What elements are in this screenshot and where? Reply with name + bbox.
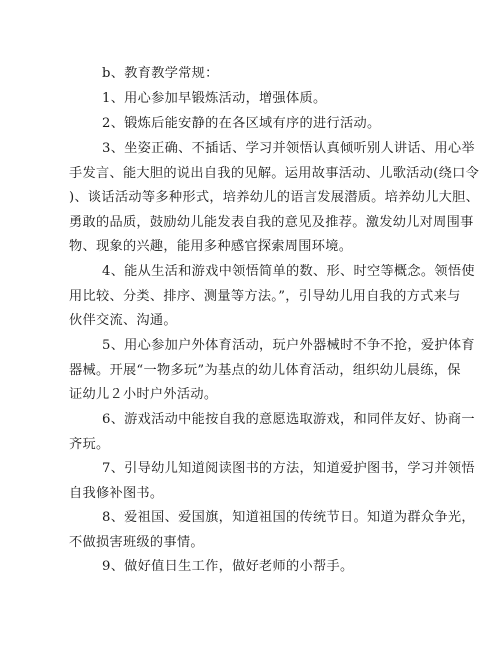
list-item-line: 1、用心参加早锻炼活动，增强体质。 — [102, 91, 327, 106]
list-item-line: 5、用心参加户外体育活动，玩户外器械时不争不抢，爱护体育 — [102, 338, 475, 353]
list-item-line: 证幼儿２小时户外活动。 — [69, 387, 218, 402]
list-item-line: 7、引导幼儿知道阅读图书的方法，知道爱护图书，学习并领悟 — [102, 461, 475, 476]
list-item-line: 器械。开展“一物多玩”为基点的幼儿体育活动，组织幼儿晨练，保 — [69, 362, 461, 378]
list-item — [69, 408, 475, 457]
list-item — [69, 87, 433, 112]
list-item-line: 4、能从生活和游戏中领悟简单的数、形、时空等概念。领悟使 — [102, 264, 475, 279]
list-item-line: 自我修补图书。 — [69, 485, 164, 501]
list-item-line: 不做损害班级的事情。 — [69, 534, 204, 550]
list-item-line: 3、坐姿正确、不插话、学习并领悟认真倾听别人讲话、用心举 — [102, 141, 475, 156]
section-heading-text: b、教育教学常规： — [102, 66, 219, 81]
list-item-line: 2、锻炼后能安静的在各区域有序的进行活动。 — [102, 116, 381, 131]
list-item — [69, 112, 433, 137]
list-item-line: 用比较、分类、排序、测量等方法。”，引导幼儿用自我的方式来与 — [69, 288, 461, 304]
list-item-line: 手发言、能大胆的说出自我的见解。运用故事活动、儿歌活动(绕口令 — [69, 165, 480, 181]
list-item-line: 伙伴交流、沟通。 — [69, 313, 177, 328]
list-item — [69, 555, 433, 580]
list-item — [69, 334, 475, 408]
list-item — [69, 457, 475, 506]
list-item-line: 物、现象的兴趣，能用多种感官探索周围环境。 — [69, 239, 353, 254]
list-item-line: 9、做好值日生工作，做好老师的小帮手。 — [102, 559, 354, 574]
list-item-line: )、谈话活动等多种形式，培养幼儿的语言发展潜质。培养幼儿大胆、 — [69, 190, 480, 205]
list-item — [69, 506, 475, 555]
list-item-line: 勇敢的品质，鼓励幼儿能发表自我的意见及推荐。激发幼儿对周围事 — [69, 214, 474, 230]
list-item-line: 齐玩。 — [69, 436, 110, 452]
list-item — [69, 260, 475, 334]
section-heading — [69, 62, 433, 87]
list-item-line: 8、爱祖国、爱国旗，知道祖国的传统节日。知道为群众争光， — [102, 510, 475, 525]
list-item — [69, 137, 480, 260]
list-item-line: 6、游戏活动中能按自我的意愿选取游戏，和同伴友好、协商一 — [102, 412, 475, 427]
